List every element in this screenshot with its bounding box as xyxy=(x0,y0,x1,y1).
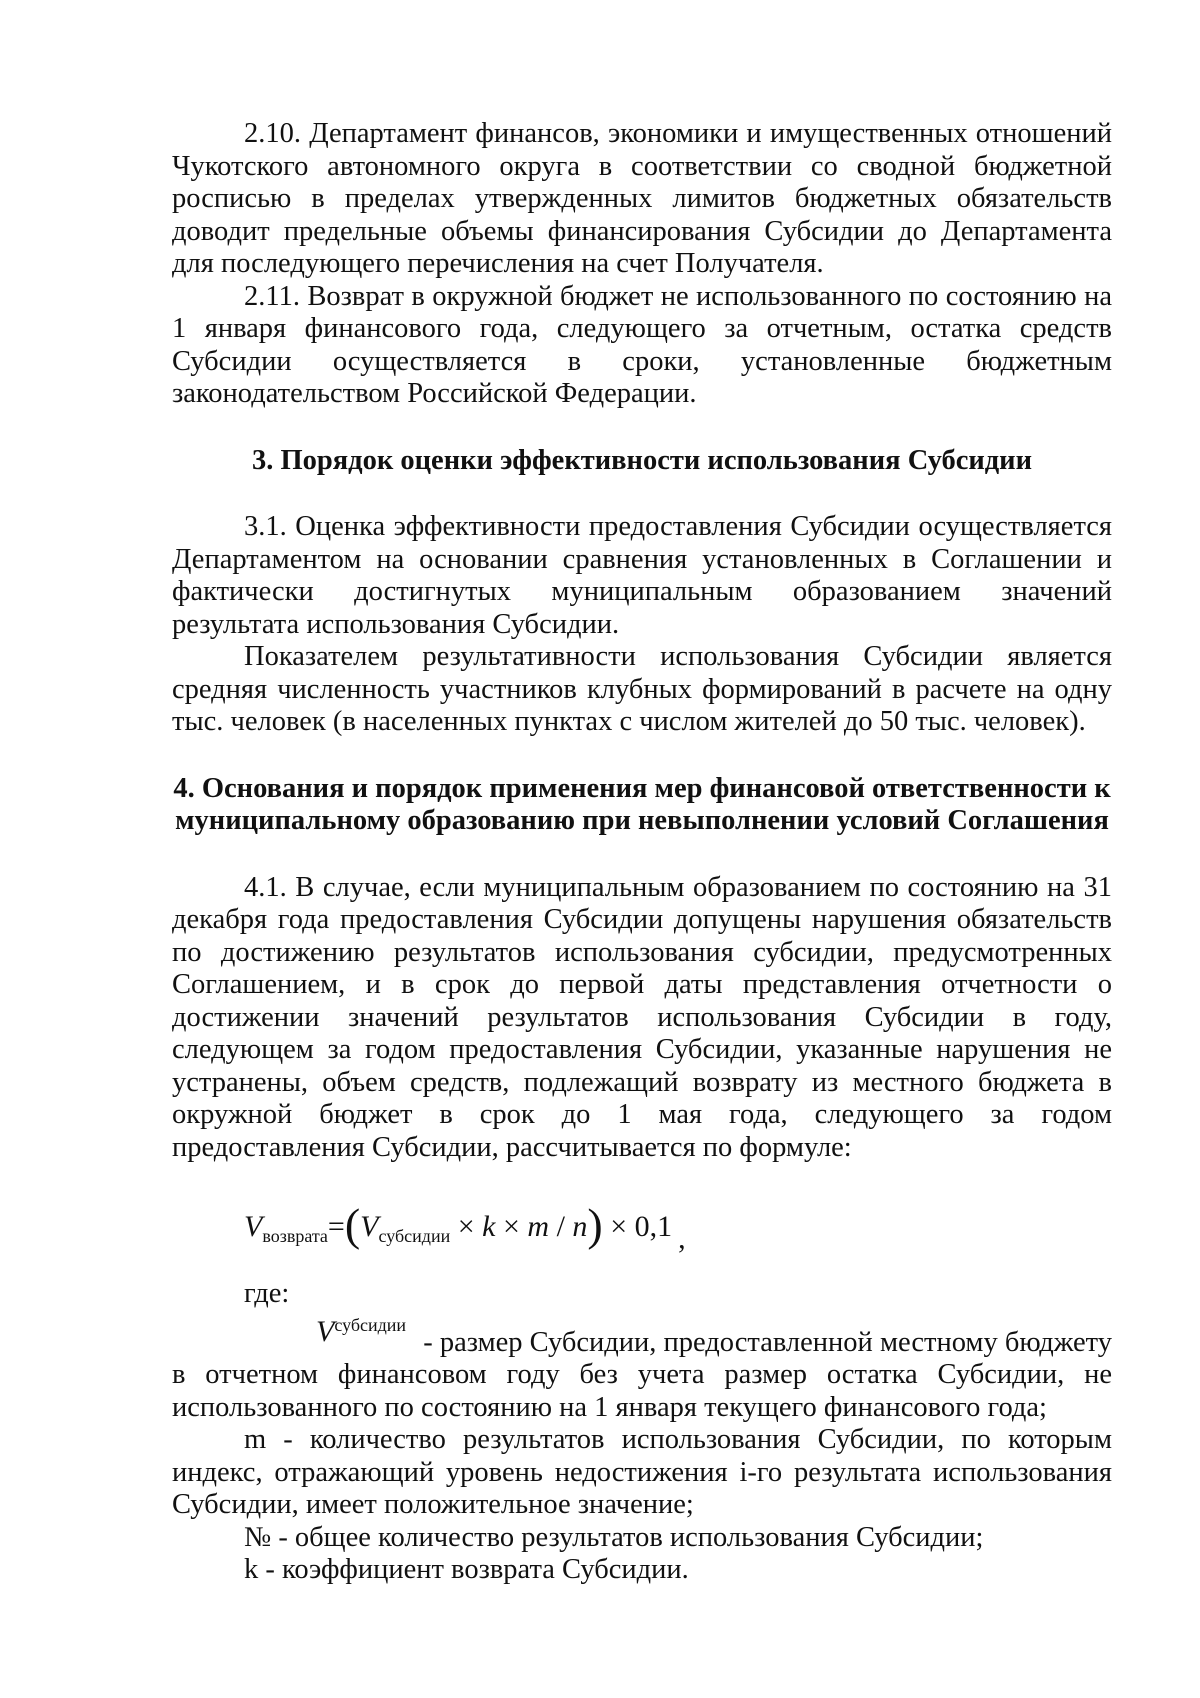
formula-n: n xyxy=(572,1210,588,1243)
paragraph-3-indicator: Показателем результативности использования Субсидии является средняя численность участников клубных формирований в расчете на одну тыс. человек (в населенных пунктах с числом жителей до 50 тыс. человек). xyxy=(172,641,1112,737)
definition-n: № - общее количество результатов использования Субсидии; xyxy=(244,1521,984,1553)
formula-times-3: × xyxy=(610,1210,628,1243)
formula-v-subsidy: $V_{субсидии}$ xyxy=(360,1210,451,1246)
section-3-heading: 3. Порядок оценки эффективности использования Субсидии xyxy=(251,444,1033,476)
return-formula xyxy=(244,1194,1112,1256)
section-4-heading-line-2: муниципальному образованию при невыполнении условий Соглашения xyxy=(175,805,1109,836)
definition-v-subsidy xyxy=(172,1314,1112,1425)
definition-m: m - количество результатов использования Субсидии, по которым индекс, отражающий уровень недостижения i-го результата использования Субсидии, имеет положительное значение; xyxy=(172,1424,1112,1520)
formula-open-paren: ( xyxy=(344,1199,361,1250)
paragraph-2-11: 2.11. Возврат в окружной бюджет не использованного по состоянию на 1 января финансового года, следующего за отчетным, остатка средств Субсидии осуществляется в сроки, установленные бюджетным законодательством Российской Федерации. xyxy=(172,280,1112,409)
formula-times-1: × xyxy=(457,1210,475,1243)
formula-coefficient: 0,1 xyxy=(634,1210,673,1243)
section-4-heading xyxy=(172,773,1112,838)
formula-times-2: × xyxy=(502,1210,520,1243)
formula-close-paren: ) xyxy=(587,1199,603,1250)
paragraph-4-1: 4.1. В случае, если муниципальным образованием по состоянию на 31 декабря года предоставления Субсидии допущены нарушения обязательств по достижению результатов использования субсидии, предусмотренных Соглашением, и в срок до первой даты представления отчетности о достижении значений результатов использования Субсидии в году, следующем за годом предоставления Субсидии, указанные нарушения не устранены, объем средств, подлежащий возврату из местного бюджета в окружной бюджет в срок до 1 мая года, следующего за годом предоставления Субсидии, рассчитывается по формуле: xyxy=(172,871,1112,1163)
paragraph-3-1: 3.1. Оценка эффективности предоставления Субсидии осуществляется Департаментом на основании сравнения установленных в Соглашении и фактически достигнутых муниципальным образованием значений результата использования Субсидии. xyxy=(172,511,1112,640)
formula-equals: = xyxy=(327,1210,345,1243)
paragraph-2-10: 2.10. Департамент финансов, экономики и имущественных отношений Чукотского автономного округа в соответствии со сводной бюджетной росписью в пределах утвержденных лимитов бюджетных обязательств доводит предельные объемы финансирования Субсидии до Департамента для последующего перечисления на счет Получателя. xyxy=(172,118,1112,279)
formula-v-return: $V_{возврата}$ xyxy=(244,1210,328,1246)
definition-k: k - коэффициент возврата Субсидии. xyxy=(244,1554,689,1585)
formula-k: k xyxy=(482,1210,496,1243)
where-label: где: xyxy=(244,1278,290,1309)
definition-v-symbol: $V_{субсидии}$ xyxy=(316,1314,407,1348)
formula-slash: / xyxy=(556,1210,565,1243)
formula-comma: , xyxy=(678,1222,686,1255)
section-4-heading-line-1: 4. Основания и порядок применения мер финансовой ответственности к xyxy=(173,772,1111,804)
document-page xyxy=(172,118,1112,1587)
formula-m: m xyxy=(527,1210,550,1243)
definition-v-text: - размер Субсидии, предоставленной местному бюджету в отчетном финансовом году без учета размер остатка Субсидии, не использованного по состоянию на 1 января текущего финансового года; xyxy=(172,1326,1112,1423)
